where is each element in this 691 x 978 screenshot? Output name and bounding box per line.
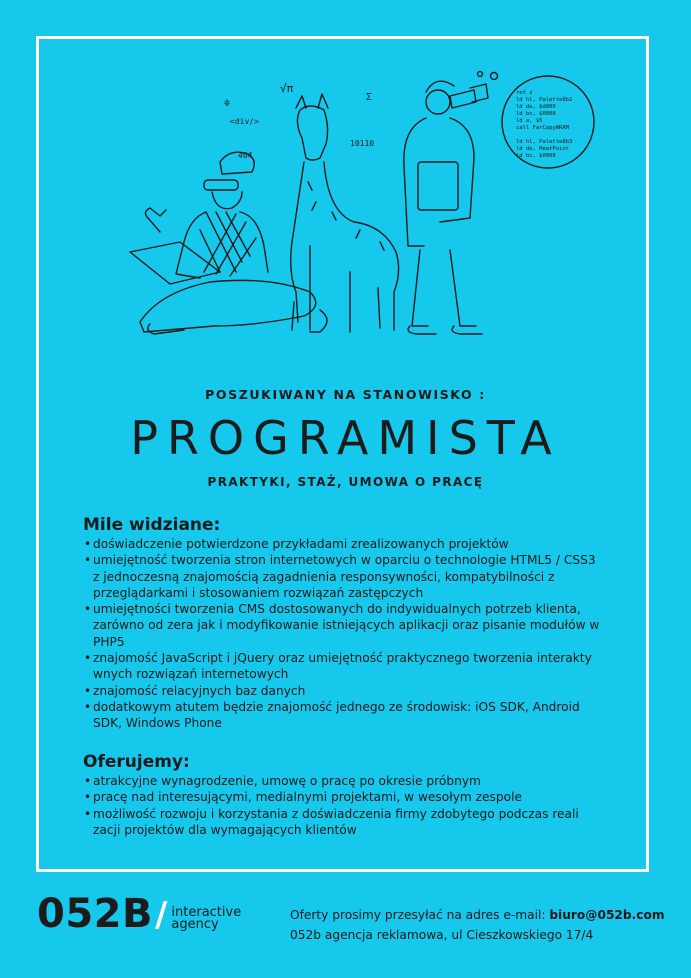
svg-text:ld hl, Palette8b3: ld hl, Palette8b3 (516, 139, 573, 145)
svg-text:ld bc, $0008: ld bc, $0008 (516, 111, 556, 117)
illustration (120, 62, 610, 362)
company-logo (37, 893, 241, 935)
requirements-list (83, 536, 603, 732)
binary-text: 10110 (350, 139, 375, 148)
company-address: 052b agencja reklamowa, ul Cieszkowskiego 17/4 (290, 928, 594, 942)
svg-text:ret z: ret z (516, 90, 533, 96)
llama-drawing (291, 94, 399, 332)
offer-list (83, 773, 603, 838)
list-item: • dodatkowym atutem będzie znajomość jednego ze środowisk: iOS SDK, Android SDK, Windows Phone (84, 699, 580, 731)
list-item: • doświadczenie potwierdzone przykładami zrealizowanych projektów (84, 537, 509, 551)
svg-text:ld de, HeatPoint: ld de, HeatPoint (516, 146, 569, 152)
logo-tagline: interactive agency (171, 905, 242, 932)
svg-text:ld bc, $0008: ld bc, $0008 (516, 153, 556, 159)
standing-programmer-drawing (404, 81, 488, 334)
svg-text:Σ: Σ (366, 92, 373, 103)
contact-line: Oferty prosimy przesyłać na adres e-mail: biuro@052b.com (290, 908, 665, 922)
sought-label: POSZUKIWANY NA STANOWISKO : (205, 387, 486, 402)
offer-title: Oferujemy: (83, 752, 190, 772)
logo-wordmark: 052B (37, 891, 153, 937)
html-tag-text: <div/> (230, 117, 259, 126)
list-item: • atrakcyjne wynagrodzenie, umowę o pracę po okresie próbnym (84, 774, 481, 788)
list-item: • pracę nad interesującymi, medialnymi projektami, w wesołym zespole (84, 790, 522, 805)
list-item: • umiejętności tworzenia CMS dostosowanych do indywidualnych potrzeb klienta, zarówno od zera jak i modyfikowanie istniejących aplikacji oraz pisanie modułów w PHP5 (84, 602, 600, 649)
list-item: • znajomość relacyjnych baz danych (84, 683, 306, 698)
contact-info (290, 905, 665, 945)
logo-slash: / (154, 895, 168, 935)
svg-text:√π: √π (280, 82, 294, 95)
svg-text:ld hl, Palette8b2: ld hl, Palette8b2 (516, 97, 573, 103)
position-title: PROGRAMISTA (130, 411, 561, 465)
svg-text:call FarCopyWRAM: call FarCopyWRAM (516, 125, 569, 131)
svg-text:ld a, $5: ld a, $5 (516, 118, 543, 124)
requirements-title: Mile widziane: (83, 515, 221, 535)
floating-symbols (224, 82, 374, 160)
thought-bubble (478, 72, 595, 169)
contact-email[interactable]: biuro@052b.com (549, 908, 665, 922)
employment-types: PRAKTYKI, STAŻ, UMOWA O PRACĘ (207, 475, 484, 489)
svg-text:≑: ≑ (224, 98, 231, 109)
code-lines (516, 90, 572, 159)
error-code-text: 404 (238, 151, 253, 160)
svg-text:ld de, $d000: ld de, $d000 (516, 104, 556, 110)
list-item: • umiejętność tworzenia stron internetowych w oparciu o technologie HTML5 / CSS3 z jednoczesną znajomością zagadnienia responsywności, kompatybilności z przeglądarkami i stosowaniem rozwiązań zastępczych (84, 553, 596, 600)
list-item: • znajomość JavaScript i jQuery oraz umiejętność praktycznego tworzenia interakty wnych rozwiązań internetowych (84, 651, 592, 682)
list-item: • możliwość rozwoju i korzystania z doświadczenia firmy zdobytego podczas reali zacji projektów dla wymagających klientów (84, 806, 579, 837)
